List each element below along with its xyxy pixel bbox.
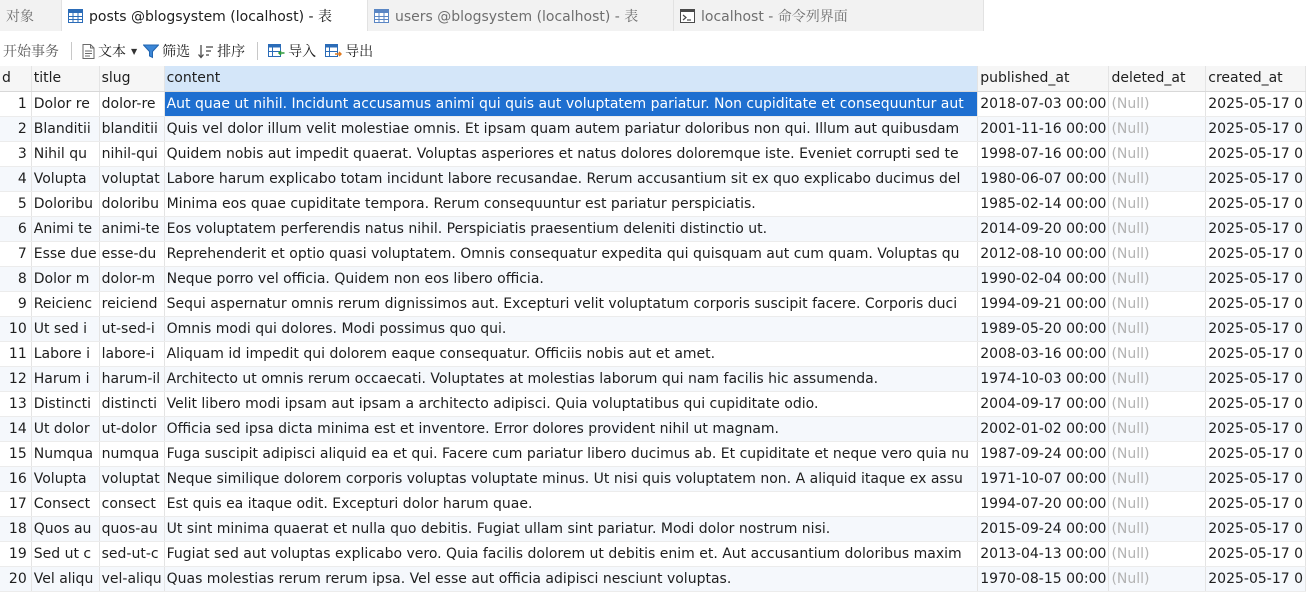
cell-deleted-at[interactable]: (Null) (1109, 441, 1206, 466)
cell-title[interactable]: Quos au (31, 516, 99, 541)
column-header-id[interactable]: d (0, 66, 31, 91)
cell-slug[interactable]: nihil-qui (99, 141, 164, 166)
cell-title[interactable]: Vel aliqu (31, 566, 99, 591)
cell-id[interactable]: 11 (0, 341, 31, 366)
cell-slug[interactable]: ut-dolor (99, 416, 164, 441)
cell-published-at[interactable]: 1985-02-14 00:00 (978, 191, 1109, 216)
cell-id[interactable]: 17 (0, 491, 31, 516)
cell-deleted-at[interactable]: (Null) (1109, 541, 1206, 566)
console-icon (680, 9, 695, 23)
document-icon (82, 44, 95, 59)
cell-title[interactable]: Volupta (31, 166, 99, 191)
cell-slug[interactable]: voluptat (99, 466, 164, 491)
text-view-button[interactable] (82, 36, 137, 66)
cell-deleted-at[interactable]: (Null) (1109, 366, 1206, 391)
cell-deleted-at[interactable]: (Null) (1109, 116, 1206, 141)
cell-published-at[interactable]: 1998-07-16 00:00 (978, 141, 1109, 166)
toolbar-divider (71, 42, 72, 60)
tab-posts-table[interactable] (62, 0, 368, 31)
table-row[interactable] (0, 191, 1306, 216)
cell-content[interactable]: Eos voluptatem perferendis natus nihil. Perspiciatis praesentium deleniti distinctio ut. (164, 216, 978, 241)
cell-id[interactable]: 5 (0, 191, 31, 216)
cell-title[interactable]: Ut dolor (31, 416, 99, 441)
header-row (0, 66, 1306, 91)
cell-published-at[interactable]: 2015-09-24 00:00 (978, 516, 1109, 541)
cell-content[interactable]: Quas molestias rerum rerum ipsa. Vel esse aut officia adipisci nesciunt voluptas. (164, 566, 978, 591)
tab-users-table[interactable] (368, 0, 674, 31)
cell-content[interactable]: Velit libero modi ipsam aut ipsam a architecto adipisci. Quia voluptatibus qui cupiditate odio. (164, 391, 978, 416)
cell-title[interactable]: Dolor m (31, 266, 99, 291)
table-row[interactable] (0, 566, 1306, 591)
tab-console[interactable] (674, 0, 984, 31)
cell-slug[interactable]: dolor-re (99, 91, 164, 116)
cell-published-at[interactable]: 2001-11-16 00:00 (978, 116, 1109, 141)
table-row[interactable] (0, 441, 1306, 466)
table-row[interactable] (0, 241, 1306, 266)
tab-bar-empty (984, 0, 1306, 31)
import-icon (268, 44, 285, 59)
cell-slug[interactable]: animi-te (99, 216, 164, 241)
cell-published-at[interactable]: 2012-08-10 00:00 (978, 241, 1109, 266)
cell-id[interactable]: 7 (0, 241, 31, 266)
cell-created-at[interactable]: 2025-05-17 0 (1206, 191, 1306, 216)
cell-content[interactable]: Est quis ea itaque odit. Excepturi dolor harum quae. (164, 491, 978, 516)
cell-id[interactable]: 16 (0, 466, 31, 491)
cell-created-at[interactable]: 2025-05-17 0 (1206, 491, 1306, 516)
table-row[interactable] (0, 216, 1306, 241)
cell-slug[interactable]: distincti (99, 391, 164, 416)
tab-bar (0, 0, 1306, 31)
cell-content[interactable]: Sequi aspernatur omnis rerum dignissimos aut. Excepturi velit voluptatum corporis suscipit facere. Corporis duci (164, 291, 978, 316)
column-header-created-at[interactable]: created_at (1206, 66, 1306, 91)
cell-slug[interactable]: esse-du (99, 241, 164, 266)
column-header-deleted-at[interactable]: deleted_at (1109, 66, 1206, 91)
cell-id[interactable]: 18 (0, 516, 31, 541)
cell-published-at[interactable]: 1980-06-07 00:00 (978, 166, 1109, 191)
tab-posts-label: posts @blogsystem (localhost) - 表 (89, 8, 332, 25)
cell-published-at[interactable]: 2004-09-17 00:00 (978, 391, 1109, 416)
cell-id[interactable]: 3 (0, 141, 31, 166)
cell-created-at[interactable]: 2025-05-17 0 (1206, 466, 1306, 491)
cell-id[interactable]: 13 (0, 391, 31, 416)
toolbar-divider (257, 42, 258, 60)
table-body (0, 91, 1306, 591)
cell-id[interactable]: 12 (0, 366, 31, 391)
cell-title[interactable]: Harum i (31, 366, 99, 391)
cell-id[interactable]: 6 (0, 216, 31, 241)
cell-deleted-at[interactable]: (Null) (1109, 466, 1206, 491)
cell-title[interactable]: Ut sed i (31, 316, 99, 341)
cell-id[interactable]: 2 (0, 116, 31, 141)
cell-created-at[interactable]: 2025-05-17 0 (1206, 391, 1306, 416)
filter-label: 筛选 (162, 44, 191, 60)
cell-created-at[interactable]: 2025-05-17 0 (1206, 266, 1306, 291)
cell-deleted-at[interactable]: (Null) (1109, 391, 1206, 416)
cell-slug[interactable]: quos-au (99, 516, 164, 541)
cell-created-at[interactable]: 2025-05-17 0 (1206, 166, 1306, 191)
cell-content[interactable]: Quidem nobis aut impedit quaerat. Voluptas asperiores et natus dolores doloremque iste. Eveniet corrupti sed te (164, 141, 978, 166)
cell-created-at[interactable]: 2025-05-17 0 (1206, 316, 1306, 341)
cell-content[interactable]: Ut sint minima quaerat et nulla quo debitis. Fugiat ullam sint pariatur. Modi dolor nostrum nisi. (164, 516, 978, 541)
sort-icon (198, 44, 214, 59)
cell-title[interactable]: Sed ut c (31, 541, 99, 566)
cell-created-at[interactable]: 2025-05-17 0 (1206, 416, 1306, 441)
cell-content[interactable]: Fuga suscipit adipisci aliquid ea et qui. Facere cum pariatur libero ducimus ab. Et cupiditate et neque vero quia nu (164, 441, 978, 466)
cell-content[interactable]: Minima eos quae cupiditate tempora. Rerum consequuntur est pariatur perspiciatis. (164, 191, 978, 216)
cell-id[interactable]: 10 (0, 316, 31, 341)
table-row[interactable] (0, 491, 1306, 516)
cell-slug[interactable]: ut-sed-i (99, 316, 164, 341)
table-row[interactable] (0, 391, 1306, 416)
export-button[interactable] (325, 36, 373, 66)
cell-slug[interactable]: labore-i (99, 341, 164, 366)
import-button[interactable] (268, 36, 316, 66)
data-grid[interactable] (0, 66, 1306, 612)
cell-deleted-at[interactable]: (Null) (1109, 141, 1206, 166)
cell-published-at[interactable]: 2014-09-20 00:00 (978, 216, 1109, 241)
cell-created-at[interactable]: 2025-05-17 0 (1206, 341, 1306, 366)
cell-slug[interactable]: voluptat (99, 166, 164, 191)
cell-id[interactable]: 9 (0, 291, 31, 316)
tab-console-label: localhost - 命令列界面 (701, 8, 848, 25)
cell-published-at[interactable]: 1971-10-07 00:00 (978, 466, 1109, 491)
cell-content[interactable]: Aliquam id impedit qui dolorem eaque consequatur. Officiis nobis aut et amet. (164, 341, 978, 366)
cell-deleted-at[interactable]: (Null) (1109, 166, 1206, 191)
column-header-slug[interactable]: slug (99, 66, 164, 91)
cell-id[interactable]: 1 (0, 91, 31, 116)
tab-objects-label: 对象 (6, 8, 34, 25)
text-view-label: 文本 (98, 44, 126, 60)
cell-deleted-at[interactable]: (Null) (1109, 191, 1206, 216)
cell-deleted-at[interactable]: (Null) (1109, 416, 1206, 441)
cell-published-at[interactable]: 1989-05-20 00:00 (978, 316, 1109, 341)
cell-created-at[interactable]: 2025-05-17 0 (1206, 366, 1306, 391)
cell-id[interactable]: 19 (0, 541, 31, 566)
cell-slug[interactable]: numqua (99, 441, 164, 466)
table-row[interactable] (0, 541, 1306, 566)
cell-created-at[interactable]: 2025-05-17 0 (1206, 566, 1306, 591)
cell-content[interactable]: Quis vel dolor illum velit molestiae omnis. Et ipsam quam autem pariatur doloribus non qui. Illum aut quibusdam (164, 116, 978, 141)
cell-deleted-at[interactable]: (Null) (1109, 316, 1206, 341)
cell-slug[interactable]: dolor-m (99, 266, 164, 291)
filter-button[interactable] (143, 36, 190, 66)
cell-created-at[interactable]: 2025-05-17 0 (1206, 216, 1306, 241)
cell-title[interactable]: Numqua (31, 441, 99, 466)
cell-slug[interactable]: doloribu (99, 191, 164, 216)
cell-id[interactable]: 15 (0, 441, 31, 466)
table-row[interactable] (0, 366, 1306, 391)
sort-button[interactable] (198, 36, 245, 66)
toolbar (0, 36, 1306, 66)
cell-content[interactable]: Officia sed ipsa dicta minima est et inventore. Error dolores provident nihil ut magnam. (164, 416, 978, 441)
column-header-title[interactable]: title (31, 66, 99, 91)
cell-content[interactable]: Labore harum explicabo totam incidunt labore recusandae. Rerum accusantium sit ex quo explicabo ducimus del (164, 166, 978, 191)
cell-published-at[interactable]: 1994-07-20 00:00 (978, 491, 1109, 516)
cell-deleted-at[interactable]: (Null) (1109, 516, 1206, 541)
table-row[interactable] (0, 166, 1306, 191)
cell-published-at[interactable]: 1994-09-21 00:00 (978, 291, 1109, 316)
cell-content[interactable]: Architecto ut omnis rerum occaecati. Voluptates at molestias laborum qui nam facilis hic assumenda. (164, 366, 978, 391)
cell-content[interactable]: Reprehenderit et optio quasi voluptatem. Omnis consequatur expedita qui quisquam aut cum quam. Voluptas qu (164, 241, 978, 266)
table-row[interactable] (0, 466, 1306, 491)
cell-published-at[interactable]: 1970-08-15 00:00 (978, 566, 1109, 591)
export-icon (325, 44, 342, 59)
cell-content[interactable]: Aut quae ut nihil. Incidunt accusamus animi qui quis aut voluptatem pariatur. Non cupiditate et consequuntur aut (164, 91, 978, 116)
cell-deleted-at[interactable]: (Null) (1109, 91, 1206, 116)
cell-published-at[interactable]: 1990-02-04 00:00 (978, 266, 1109, 291)
cell-title[interactable]: Distincti (31, 391, 99, 416)
cell-deleted-at[interactable]: (Null) (1109, 566, 1206, 591)
table-row[interactable] (0, 91, 1306, 116)
cell-title[interactable]: Doloribu (31, 191, 99, 216)
sort-label: 排序 (217, 44, 246, 60)
cell-content[interactable]: Neque porro vel officia. Quidem non eos libero officia. (164, 266, 978, 291)
cell-slug[interactable]: consect (99, 491, 164, 516)
cell-title[interactable]: Consect (31, 491, 99, 516)
cell-published-at[interactable]: 2008-03-16 00:00 (978, 341, 1109, 366)
cell-content[interactable]: Fugiat sed aut voluptas explicabo vero. Quia facilis dolorem ut debitis enim et. Aut accusantium doloribus maxim (164, 541, 978, 566)
cell-published-at[interactable]: 1987-09-24 00:00 (978, 441, 1109, 466)
tab-objects[interactable] (0, 0, 62, 31)
cell-created-at[interactable]: 2025-05-17 0 (1206, 241, 1306, 266)
cell-created-at[interactable]: 2025-05-17 0 (1206, 116, 1306, 141)
table-row[interactable] (0, 316, 1306, 341)
filter-icon (143, 44, 159, 59)
column-header-published-at[interactable]: published_at (978, 66, 1109, 91)
cell-deleted-at[interactable]: (Null) (1109, 266, 1206, 291)
table-icon (374, 9, 389, 23)
cell-slug[interactable]: vel-aliqu (99, 566, 164, 591)
results-table (0, 66, 1306, 592)
tab-users-label: users @blogsystem (localhost) - 表 (395, 8, 639, 25)
cell-title[interactable]: Volupta (31, 466, 99, 491)
table-row[interactable] (0, 291, 1306, 316)
cell-title[interactable]: Labore i (31, 341, 99, 366)
cell-title[interactable]: Blanditii (31, 116, 99, 141)
table-row[interactable] (0, 116, 1306, 141)
cell-published-at[interactable]: 1974-10-03 00:00 (978, 366, 1109, 391)
cell-title[interactable]: Nihil qu (31, 141, 99, 166)
cell-slug[interactable]: harum-il (99, 366, 164, 391)
cell-slug[interactable]: reiciend (99, 291, 164, 316)
cell-created-at[interactable]: 2025-05-17 0 (1206, 91, 1306, 116)
table-row[interactable] (0, 516, 1306, 541)
table-row[interactable] (0, 141, 1306, 166)
cell-deleted-at[interactable]: (Null) (1109, 216, 1206, 241)
table-row[interactable] (0, 266, 1306, 291)
cell-deleted-at[interactable]: (Null) (1109, 491, 1206, 516)
cell-published-at[interactable]: 2013-04-13 00:00 (978, 541, 1109, 566)
cell-content[interactable]: Omnis modi qui dolores. Modi possimus quo qui. (164, 316, 978, 341)
cell-created-at[interactable]: 2025-05-17 0 (1206, 541, 1306, 566)
cell-slug[interactable]: sed-ut-c (99, 541, 164, 566)
table-row[interactable] (0, 341, 1306, 366)
export-label: 导出 (345, 44, 374, 60)
import-label: 导入 (288, 44, 317, 60)
cell-title[interactable]: Dolor re (31, 91, 99, 116)
cell-title[interactable]: Esse due (31, 241, 99, 266)
cell-created-at[interactable]: 2025-05-17 0 (1206, 291, 1306, 316)
chevron-down-icon[interactable]: ▼ (131, 46, 138, 56)
cell-id[interactable]: 20 (0, 566, 31, 591)
begin-transaction-button[interactable] (3, 36, 59, 66)
cell-created-at[interactable]: 2025-05-17 0 (1206, 441, 1306, 466)
cell-title[interactable]: Animi te (31, 216, 99, 241)
cell-deleted-at[interactable]: (Null) (1109, 241, 1206, 266)
cell-title[interactable]: Reicienc (31, 291, 99, 316)
cell-content[interactable]: Neque similique dolorem corporis voluptas voluptate minus. Ut nisi quis voluptatem non. A aliquid itaque ex assu (164, 466, 978, 491)
cell-id[interactable]: 8 (0, 266, 31, 291)
cell-deleted-at[interactable]: (Null) (1109, 341, 1206, 366)
table-icon (68, 9, 83, 23)
cell-created-at[interactable]: 2025-05-17 0 (1206, 516, 1306, 541)
cell-published-at[interactable]: 2018-07-03 00:00 (978, 91, 1109, 116)
cell-deleted-at[interactable]: (Null) (1109, 291, 1206, 316)
table-row[interactable] (0, 416, 1306, 441)
cell-slug[interactable]: blanditii (99, 116, 164, 141)
column-header-content[interactable]: content (164, 66, 978, 91)
begin-transaction-label: 开始事务 (3, 44, 59, 60)
cell-created-at[interactable]: 2025-05-17 0 (1206, 141, 1306, 166)
cell-id[interactable]: 14 (0, 416, 31, 441)
cell-published-at[interactable]: 2002-01-02 00:00 (978, 416, 1109, 441)
cell-id[interactable]: 4 (0, 166, 31, 191)
